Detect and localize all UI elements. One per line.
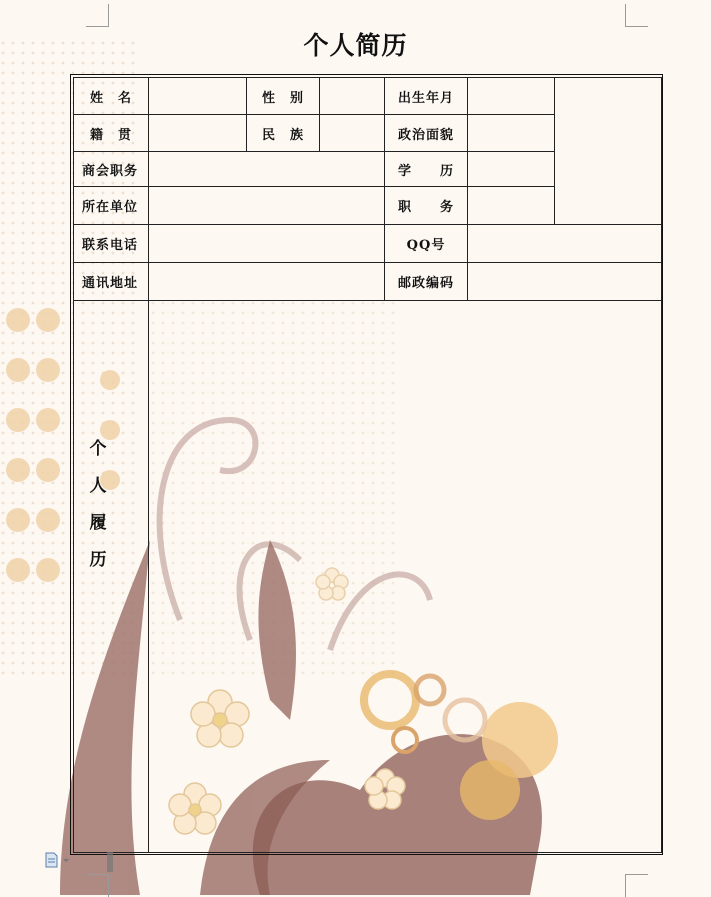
name-label: 姓 名 xyxy=(73,77,149,115)
postal-code-label: 邮政编码 xyxy=(384,262,468,301)
resume-label-char: 人 xyxy=(89,476,107,496)
address-field[interactable] xyxy=(148,262,385,301)
birth-field[interactable] xyxy=(467,77,555,115)
resume-label-char: 履 xyxy=(89,513,107,533)
crop-mark-bottom-left xyxy=(86,874,109,897)
page-title: 个人简历 xyxy=(303,31,408,60)
document-icon[interactable] xyxy=(44,852,72,868)
political-status-label: 政治面貌 xyxy=(384,114,468,152)
crop-mark-top-left xyxy=(86,4,109,27)
page-fold-marker xyxy=(107,852,113,872)
political-status-field[interactable] xyxy=(467,114,555,152)
education-field[interactable] xyxy=(467,151,555,187)
resume-content-field[interactable] xyxy=(148,300,662,853)
native-place-label: 籍 贯 xyxy=(73,114,149,152)
resume-label-cell xyxy=(73,300,149,853)
resume-form-table xyxy=(70,74,663,855)
job-position-label: 职 务 xyxy=(384,186,468,225)
employer-field[interactable] xyxy=(148,186,385,225)
resume-label xyxy=(86,438,110,586)
native-place-field[interactable] xyxy=(148,114,247,152)
resume-label-char: 历 xyxy=(89,550,107,570)
resume-label-char: 个 xyxy=(89,439,107,459)
chamber-position-field[interactable] xyxy=(148,151,385,187)
address-label: 通讯地址 xyxy=(73,262,149,301)
qq-label: QQ号 xyxy=(384,224,468,263)
phone-label: 联系电话 xyxy=(73,224,149,263)
job-position-field[interactable] xyxy=(467,186,555,225)
crop-mark-bottom-right xyxy=(625,874,648,897)
postal-code-field[interactable] xyxy=(467,262,662,301)
name-field[interactable] xyxy=(148,77,247,115)
ethnicity-label: 民 族 xyxy=(246,114,320,152)
qq-field[interactable] xyxy=(467,224,662,263)
gender-field[interactable] xyxy=(319,77,385,115)
photo-area[interactable] xyxy=(554,77,662,225)
employer-label: 所在单位 xyxy=(73,186,149,225)
chamber-position-label: 商会职务 xyxy=(73,151,149,187)
ethnicity-field[interactable] xyxy=(319,114,385,152)
phone-field[interactable] xyxy=(148,224,385,263)
education-label: 学 历 xyxy=(384,151,468,187)
birth-label: 出生年月 xyxy=(384,77,468,115)
gender-label: 性 别 xyxy=(246,77,320,115)
crop-mark-top-right xyxy=(625,4,648,27)
